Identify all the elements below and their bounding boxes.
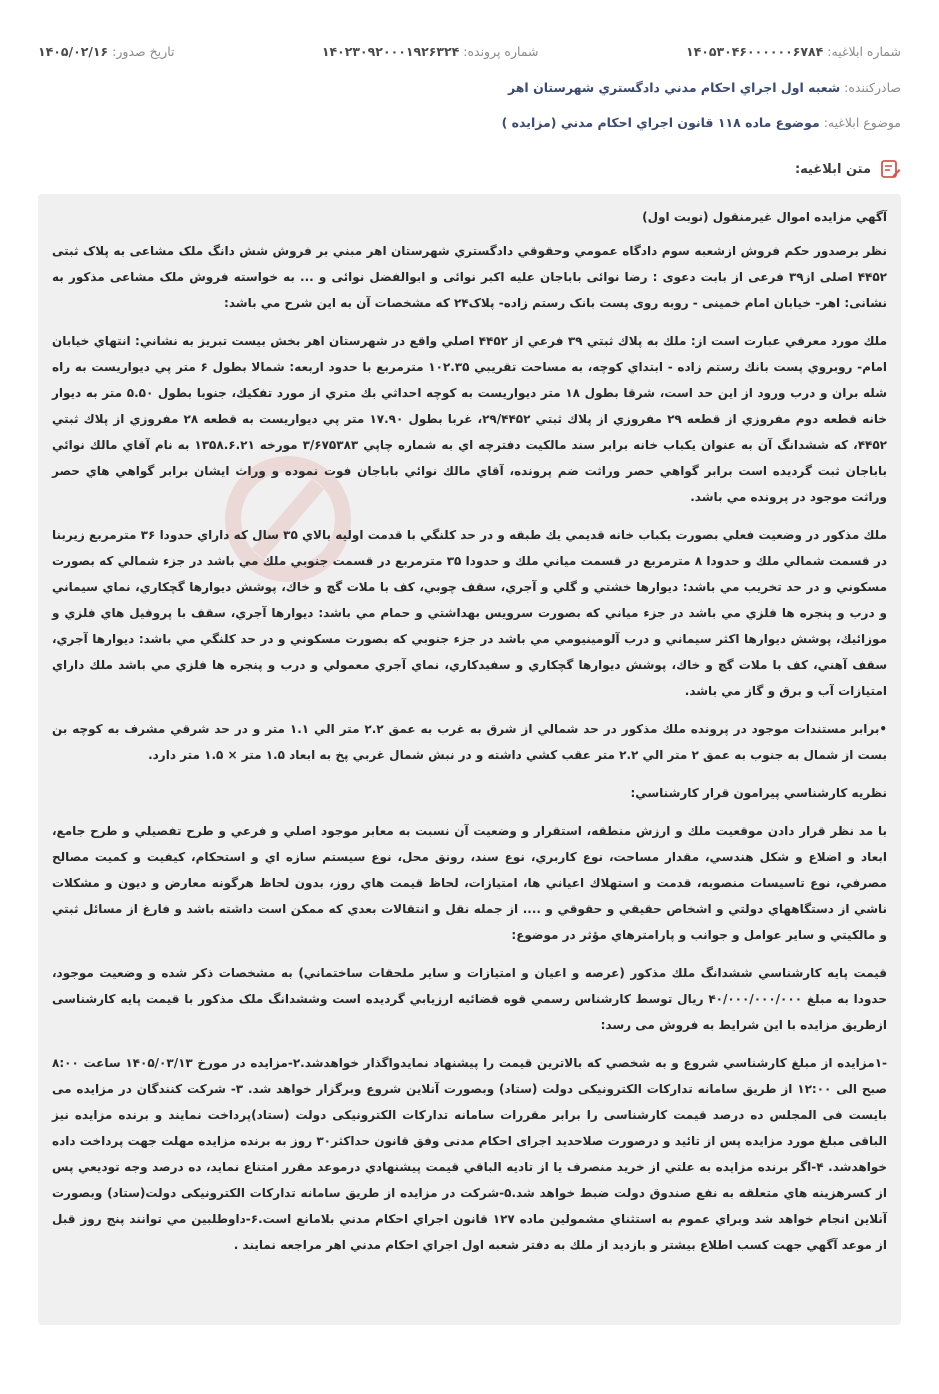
case-number: ۱۴۰۲۳۰۹۲۰۰۰۱۹۲۶۳۲۴ (321, 44, 460, 59)
subject: موضوع ماده ۱۱۸ قانون اجراي احكام مدني (مزايده ) (501, 115, 820, 130)
section-heading (795, 158, 901, 180)
notice-number-group (686, 44, 901, 59)
notice-text-box (38, 194, 901, 1325)
issuer-label: صادرکننده: (844, 80, 901, 95)
case-number-label: شماره پرونده: (463, 44, 539, 59)
paragraph-expert-heading: نظريه كارشناسي پيرامون قرار كارشناسي: (630, 786, 887, 800)
header-row-1 (38, 44, 901, 59)
paragraph-auction-terms: -۱مزايده از مبلغ كارشناسي شروع و به شخصي كه بالاترين قيمت را پيشنهاد نمايدواگذار خواهدشد.۲-مزایده در مورخ ۱۴۰۵/۰۳/۱۳ ساعت ۸:۰۰ صبح الی ۱۲:۰۰ از طریق سامانه تدارکات الکترونیکی دولت (ستاد) وبصورت آنلاین شروع وبرگزار خواهد شد. ۳- شرکت کنندگان در مزایده می بایست فی المجلس ده درصد قیمت کارشناسی را برابر مقررات سامانه تدارکات الکترونیکی دولت (ستاد)پرداخت نمایند و برنده مزایده نیز الباقی مبلغ مورد مزایده پس از تائید و درصورت صلاحدید اجرای احکام مدنی وفق قانون حداکثر۳۰ روز به برنده مزایده مهلت جهت پرداخت داده خواهدشد. ۴-اگر برنده مزايده به علتي از خريد منصرف يا از تاديه الباقي قيمت پيشنهادي درموعد مقرر امتناع نمايد، ده درصد وجه توديعي پس از كسرهزينه هاي متعلقه به نفع صندوق دولت ضبط خواهد شد.۵-شرکت در مزایده از طریق سامانه تدارکات الکترونیکی دولت(ستاد) وبصورت آنلاین انجام خواهد شد وبراي عموم به استثناي مشمولين ماده ۱۲۷ قانون اجراي احكام مدني بلامانع است.۶-داوطلبين مي توانند پنج روز قبل از موعد آگهي جهت كسب اطلاع بيشتر و بازديد از ملك به دفتر شعبه اول اجراي احكام مدني اهر مراجعه نمايند . (52, 1056, 888, 1252)
issue-date: ۱۴۰۵/۰۲/۱۶ (38, 44, 109, 59)
section-title: متن ابلاغیه: (794, 161, 871, 177)
paragraph-building-condition: ملك مذكور در وضعيت فعلي بصورت يكباب خانه قديمي يك طبقه و در حد كلنگي با قدمت اوليه بالاي ۳۵ سال كه داراي حدودا ۳۶ مترمربع زيربنا در قسمت شمالي ملك و حدودا ۸ مترمربع در قسمت مياني ملك و حدودا ۳۵ مترمربع در قسمت جنوبي ملك مي باشد در جزء شمالي كه بصورت مسكوني و در حد تخريب مي باشد: ديوارها خشتي و گلي و آجري، سقف چوبي، كف با ملات گچ و خاك، پوشش ديوارها گچكاري، نماي سيماني و درب و پنجره ها فلزي مي باشد در جزء مياني كه بصورت سرويس بهداشتي و حمام مي باشد: ديوارها آجري، سقف با پروفيل هاي فلزي و موزائيك، پوشش ديوارها اكثر سيماني و درب آلومينيومي مي باشد در جزء جنوبي كه بصورت مسكوني و در حد كلنگي مي باشد: ديوارها آجري، سقف آهني، كف با ملات گچ و خاك، پوشش ديوارها گچكاري و سفيدكاري، نماي آجري معمولي و درب و پنجره ها فلزي مي باشد ملك داراي امتيازات آب و برق و گاز مي باشد. (52, 528, 888, 698)
case-number-group (322, 44, 539, 59)
issuer: شعبه اول اجراي احكام مدني دادگستري شهرستان اهر (507, 80, 841, 95)
notice-heading: آگهي مزايده اموال غيرمنقول (نوبت اول) (642, 210, 887, 224)
notice-number-label: شماره ابلاغیه: (827, 44, 901, 59)
subject-label: موضوع ابلاغیه: (823, 115, 901, 130)
header-row-issuer (38, 80, 901, 95)
issue-date-group (38, 44, 174, 59)
issue-date-label: تاریخ صدور: (112, 44, 175, 59)
paragraph-property-description: ملك مورد معرفي عبارت است از: ملك به پلاك ثبتي ۳۹ فرعي از ۴۴۵۲ اصلي واقع در شهرستان اهر بخش بيست تبريز به نشاني: انتهاي خيابان امام- روبروي پست بانك رستم زاده - ابتداي كوچه، به مساحت تقريبي ۱۰۲.۳۵ مترمربع با حدود اربعه: شمالا بطول ۶ متر پي ديواريست به راه شله بران و درب ورود از اين حد است، شرقا بطول ۱۸ متر ديواريست به كوچه احداثي بك متري از مورد تفكيك، جنوبا بطول ۵.۵۰ متر به ديوار خانه قطعه دوم مفروزي از قطعه ۲۹ مفروزي از پلاك ثبتي ۲۹/۴۴۵۲، غربا بطول ۱۷.۹۰ متر پي ديواريست به قطعه ۲۸ مفروزي از پلاك ثبتي ۴۴۵۲، كه ششدانگ آن به عنوان يكباب خانه برابر سند مالكيت دفترچه اي به شماره چاپي ۳/۶۷۵۳۸۳ مورخه ۱۳۵۸.۶.۲۱ به نام آقاي مالك نوائي باباجان ثبت گرديده است برابر گواهي حصر وراثت ضم پرونده، آقاي مالك نوائي باباجان فوت نموده و وراث ايشان برابر گواهي هاي حصر وراثت موجود در پرونده مي باشد. (52, 334, 888, 504)
header-row-subject (38, 115, 901, 130)
notice-number: ۱۴۰۵۳۰۴۶۰۰۰۰۰۰۶۷۸۴ (685, 44, 824, 59)
paragraph-intro: نظر برصدور حكم فروش ازشعبه سوم دادگاه عمومي وحقوقي دادگستري شهرستان اهر مبني بر فروش شش دانگ ملک مشاعی به پلاک ثبتی ۴۴۵۲ اصلی از۳۹ فرعی از بابت دعوی : رضا نوائی باباجان علیه اکبر نوائی و ابوالفضل نوائی و ... به خواسته فروش ملک مشاعی مذکور به نشانی: اهر- خیابان امام خمینی - روبه روی پست بانک رستم زاده- پلاک۲۴ که مشخصات آن به اين شرح مي باشد: (52, 244, 887, 310)
paragraph-expert-factors: با مد نظر قرار دادن موقعيت ملك و ارزش منطقه، استقرار و وضعيت آن نسبت به معابر موجود اصلي و فرعي و طرح تفصيلي و طرح جامع، ابعاد و اضلاع و شكل هندسي، مقدار مساحت، نوع كاربري، نوع سند، رونق محل، نوع سيستم سازه اي و استحكام، كيفيت و كميت مصالح مصرفي، نوع تاسيسات منصوبه، قدمت و استهلاك اعياني ها، امتيازات، لحاظ قيمت هاي روز، بدون لحاظ هرگونه معارض و ديون و مشكلات ناشي از دستگاههاي دولتي و اشخاص حقيقي و حقوقي و .... از جمله نقل و انتقالات بعدي كه ممكن است داشته باشد و فارغ از مسائل ثبتي و مالكيتي و ساير عوامل و جوانب و پارامترهاي مؤثر در موضوع: (52, 824, 887, 942)
paragraph-setback: •برابر مستندات موجود در پرونده ملك مذكور در حد شمالي از شرق به غرب به عمق ۲.۲ متر الي ۱.۱ متر و در حد شرقي مشرف به كوچه بن بست از شمال به جنوب به عمق ۲ متر الي ۲.۲ متر عقب كشي داشته و در نبش شمال غربي پخ به ابعاد ۱.۵ متر × ۱.۵ متر دارد. (52, 722, 887, 762)
paragraph-base-price: قيمت پايه كارشناسي ششدانگ ملك مذكور (عرصه و اعيان و امتيازات و ساير ملحقات ساختماني) به مشخصات ذكر شده و وضعيت موجود، حدودا به مبلغ ۴۰/۰۰۰/۰۰۰/۰۰۰ ريال توسط كارشناس رسمي قوه قضائيه ارزيابي گرديده است وششدانگ ملک مذکور با قیمت پایه کارشناسی ازطریق مزایده با این شرایط به فروش می رسد: (52, 966, 887, 1032)
document-edit-icon (879, 158, 901, 180)
